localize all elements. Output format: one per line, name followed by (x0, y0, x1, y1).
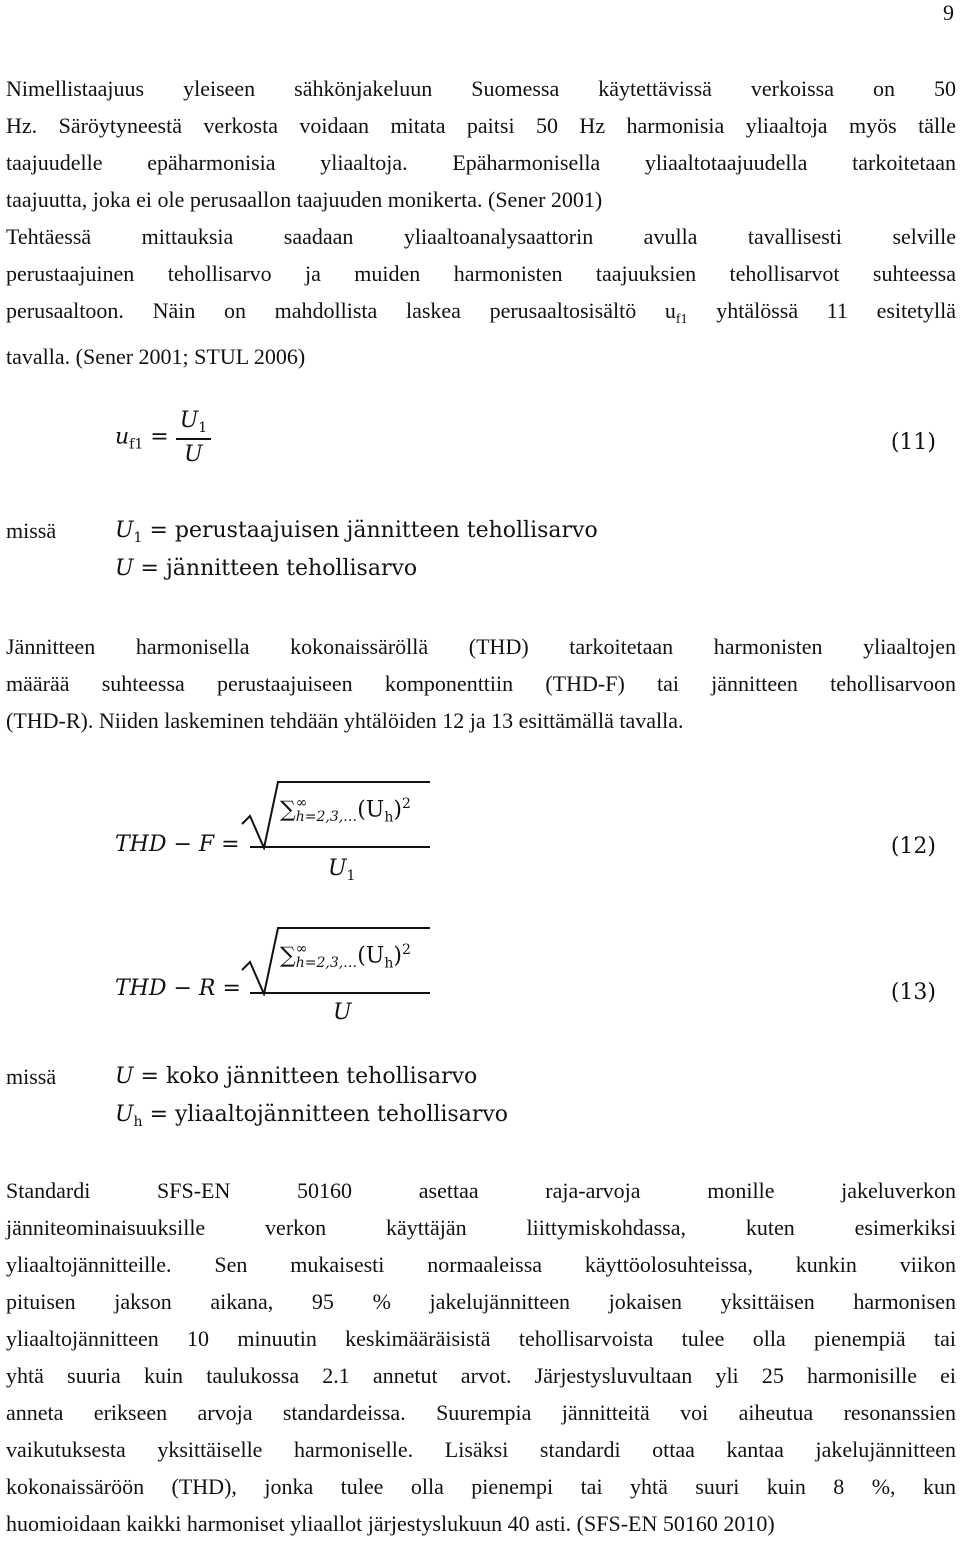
fraction-bar (250, 992, 430, 994)
text-line: (THD-R). Niiden laskeminen tehdään yhtälöiden 12 ja 13 esittämällä tavalla. (6, 708, 684, 733)
text-line: määrää suhteessa perustaajuiseen komponenttiin (THD-F) tai jännitteen tehollisarvoon (6, 671, 956, 696)
text-line: yliaaltojännitteille. Sen mukaisesti normaaleissa käyttöolosuhteissa, kunkin viikon (6, 1252, 956, 1277)
text-line: taajuutta, joka ei ole perusaallon taajuuden monikerta. (Sener 2001) (6, 187, 603, 212)
text-line: vaikutuksesta yksittäiselle harmoniselle. Lisäksi standardi ottaa kantaa jakelujännitteen (6, 1437, 956, 1462)
paragraph-1 (6, 70, 956, 375)
equation-11-number: (11) (890, 430, 936, 455)
paragraph-2 (6, 628, 956, 739)
paragraph-3 (6, 1172, 956, 1542)
definition-uh: $U_h$ = yliaaltojännitteen tehollisarvo (115, 1102, 509, 1130)
text-line: anneta erikseen arvoja standardeissa. Suurempia jännitteitä voi aiheutua resonanssien (6, 1400, 956, 1425)
where-label-1: missä (6, 518, 57, 543)
text-line: yhtä suuria kuin taulukossa 2.1 annetut arvot. Järjestysluvultaan yli 25 harmonisille ei (6, 1363, 956, 1388)
text-line: Jännitteen harmonisella kokonaissäröllä (THD) tarkoitetaan harmonisten yliaaltojen (6, 634, 956, 659)
text-line: tavalla. (Sener 2001; STUL 2006) (6, 344, 306, 369)
text-line: yliaaltojännitteen 10 minuutin keskimääräisistä tehollisarvoista tulee olla pienempiä tai (6, 1326, 956, 1351)
text-line: Tehtäessä mittauksia saadaan yliaaltoanalysaattorin avulla tavallisesti selville (6, 224, 956, 249)
text-line: perusaaltoon. Näin on mahdollista laskea perusaaltosisältö $u_{f1}$ yhtälössä 11 esitetyllä (6, 298, 956, 327)
text-line: kokonaissäröön (THD), jonka tulee olla pienempi tai yhtä suuri kuin 8 %, kun (6, 1474, 956, 1499)
text-line: pituisen jakson aikana, 95 % jakelujännitteen jokaisen yksittäisen harmonisen (6, 1289, 956, 1314)
fraction-bar (250, 846, 430, 848)
equation-11: $u_{f1}$ = $\frac{U_1}{U}$ (115, 408, 211, 467)
text-line: taajuudelle epäharmonisia yliaaltoja. Epäharmonisella yliaaltotaajuudella tarkoitetaan (6, 150, 956, 175)
text-line: huomioidaan kaikki harmoniset yliaallot järjestyslukuun 40 asti. (SFS-EN 50160 2010) (6, 1511, 775, 1536)
text-line: Nimellistaajuus yleiseen sähkönjakeluun Suomessa käytettävissä verkoissa on 50 (6, 76, 956, 101)
text-line: Standardi SFS-EN 50160 asettaa raja-arvoja monille jakeluverkon (6, 1178, 956, 1203)
where-label-2: missä (6, 1064, 57, 1089)
text-line: jänniteominaisuuksille verkon käyttäjän liittymiskohdassa, kuten esimerkiksi (6, 1215, 956, 1240)
definition-u1: $U_1$ = perustaajuisen jännitteen tehollisarvo (115, 518, 598, 546)
definition-u-total: U = koko jännitteen tehollisarvo (115, 1064, 478, 1089)
text-line: perustaajuinen tehollisarvo ja muiden harmonisten taajuuksien tehollisarvot suhteessa (6, 261, 956, 286)
equation-12-number: (12) (890, 834, 936, 859)
text-line: Hz. Säröytyneestä verkosta voidaan mitata paitsi 50 Hz harmonisia yliaaltoja myös tälle (6, 113, 956, 138)
page-number: 9 (943, 0, 954, 25)
equation-13-number: (13) (890, 980, 936, 1005)
definition-u: U = jännitteen tehollisarvo (115, 556, 418, 581)
